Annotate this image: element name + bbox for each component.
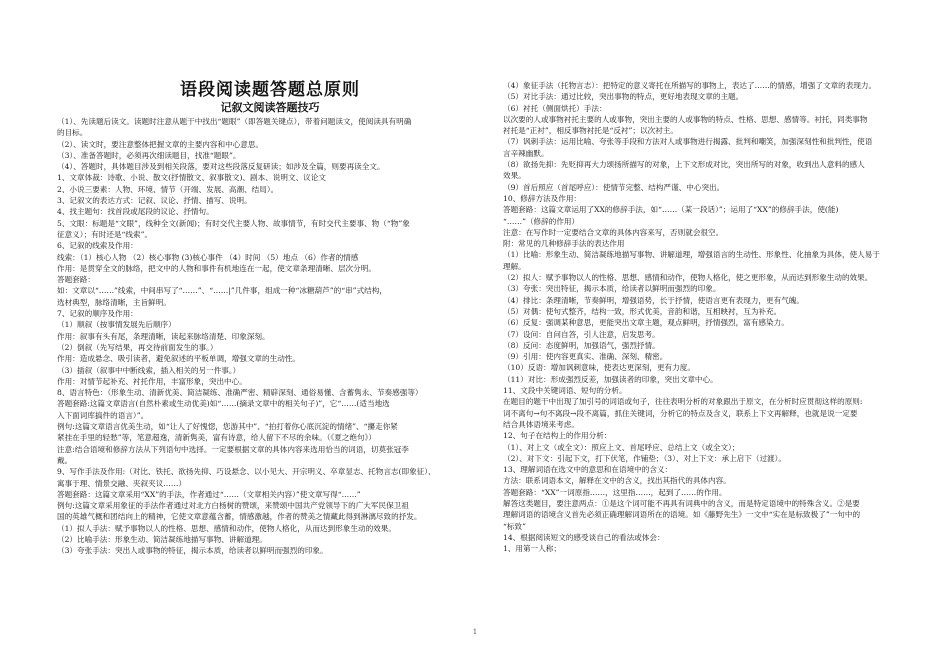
text-line: （3）、准备答题时，必须再次细读题目，找准“题眼”。 bbox=[57, 150, 241, 160]
text-line: （1）比喻：形象生动、简洁凝练地描写事物、讲解道理，增强语言的生动性、形象性、化抽象为具体，使人易于 bbox=[503, 250, 880, 260]
text-line: 选材典型，脉络清晰，主旨鲜明。 bbox=[57, 297, 171, 307]
text-line: 3、记叙文的表达方式：记叙、议论、抒情、描写、说明。 bbox=[57, 196, 252, 206]
text-line: 作用：是贯穿全文的脉络，把文中的人物和事件有机地连在一起，使文章条理清晰、层次分明。 bbox=[57, 263, 376, 273]
text-line: 附：常见的几种修辞手法的表达作用 bbox=[503, 239, 625, 249]
text-line: 方法：联系词语本文，解释在文中的含义，找出其指代的具体内容。 bbox=[503, 476, 731, 486]
text-line: 6、记叙的线索及作用： bbox=[57, 241, 138, 251]
text-line: （7）讽刺手法：运用比喻、夸张等手段和方法对人或事物进行揭露、批判和嘲笑，加强深刻性和批判性，使语 bbox=[503, 137, 873, 147]
page-number: 1 bbox=[472, 628, 478, 636]
text-line: （4）、答题时，具体题目涉及到相关段落，要对这些段落反复研读；如涉及全篇，则要再读全文。 bbox=[57, 162, 385, 172]
text-line: 答题套路：这篇文章运用了XX的修辞手法，如“……（某一段话）”；运用了“XX”的修辞手法，使(能) bbox=[503, 205, 839, 215]
text-line: 12、句子在结构上的作用分析： bbox=[503, 431, 612, 441]
text-line: 9、写作手法及作用:（对比、铁托、欲扬先抑、巧设悬念、以小见大、开宗明义、卒章显志、托物言志(即象征）、 bbox=[57, 467, 436, 477]
text-line: （3）夸张：突出特征，揭示本质，给读者以鲜明而强烈的印象。 bbox=[503, 284, 721, 294]
text-line: （1）、先读题后读文。读题时注意从题干中找出“题眼”（即答题关键点），带着问题读文，使阅读具有明确 bbox=[57, 117, 412, 126]
text-line: 注意:结合语境和修辞方法从下列语句中选择。一定要根据文章的具体内容来选用恰当的词语，切莫张冠李 bbox=[57, 444, 409, 454]
text-line: 答题套路： bbox=[57, 275, 95, 285]
text-line: （5）对比手法：通过比较，突出事物的特点，更好地表现文章的主题。 bbox=[503, 92, 744, 102]
text-line: （9）首后照应（首尾呼应）：使情节完整、结构严谨、中心突出。 bbox=[503, 182, 725, 192]
text-line: （9）引用：使内容更真实、准确、深刻、精密。 bbox=[503, 352, 668, 362]
text-line: （4）象征手法（托物言志）：把特定的意义寄托在所描写的事物上，表达了……的情感，增强了文章的表现力。 bbox=[503, 81, 877, 90]
text-line: 言辛辣幽默。 bbox=[503, 148, 549, 158]
text-line: 13、理解词语在选文中的意思和在语境中的含义： bbox=[503, 465, 673, 475]
text-line: 作用：造成悬念、吸引读者，避免叙述的平板单调，增强文章的生动性。 bbox=[57, 354, 300, 364]
text-line: 8、语言特色：（形象生动、清新优美、简洁凝练、准确严密、精辟深刻、通俗易懂、含蓄隽永、节奏感强等） bbox=[57, 388, 423, 398]
text-line: 理解。 bbox=[503, 261, 526, 271]
text-line: （1）、对上文（或全文）：照应上文、首尾呼应、总结上文（或全文）； bbox=[503, 442, 740, 452]
text-line: （7）设问：自问自答，引人注意，启发思考。 bbox=[503, 329, 660, 339]
text-line: 答题套路：“XX”一词原指……，这里指……，起到了……的作用。 bbox=[503, 487, 727, 497]
text-line: （2）、对下文：引起下文，打下伏笔，作铺垫；（3）、对上下文：承上启下（过渡）。 bbox=[503, 453, 787, 463]
page-subtitle: 记叙文阅读答题技巧 bbox=[220, 101, 320, 114]
text-line: （2）倒叙（先写结果，再交待前面发生的事。） bbox=[57, 342, 218, 352]
text-line: 注意：在写作时一定要结合文章的具体内容来写，否则就会很空。 bbox=[503, 227, 724, 237]
text-line: 紧挂在手里的轻愁”等，笔意超逸，清新隽美，富有诗意，给人留下不尽的余味。（《夏之绝句》） bbox=[57, 433, 377, 443]
text-line: 作用：对情节起补充、衬托作用，丰富形象，突出中心。 bbox=[57, 376, 247, 386]
text-line: 解答这类题目，要注意两点：①是这个词可能不再具有词典中的含义，而是特定语境中的特殊含义。②是要 bbox=[503, 498, 860, 508]
text-line: 作用：叙事有头有尾，条理清晰，读起来脉络清楚、印象深刻。 bbox=[57, 331, 270, 341]
text-line: 在题目的题干中出现了加引号的词语或句子，往往表明分析的对象跟出于原文，在分析时应贯彻这样的原则: bbox=[503, 397, 863, 407]
text-line: 例句:这篇文章语言优美生动，如“让人了好愧惚，您游其中”、“拍打着你心底沉淀的情绪”、“攥走你紧 bbox=[57, 422, 398, 432]
text-line: 答题套路:这篇文章语言(自然朴素或生动优美)如“……(摘录文章中的相关句子)”，它“……(适当地选 bbox=[57, 399, 390, 409]
text-line: 的目标。 bbox=[57, 128, 88, 138]
text-line: 国的英雄气概和团结向上的精神，它使文章意蕴含蓄，情感激越，作者的赞美之情藏此得到淋漓尽致的抒发。 bbox=[57, 512, 422, 522]
text-line: （2）比喻手法：形象生动、简洁凝练地描写事物、讲解道理。 bbox=[57, 534, 267, 544]
text-line: 戴。 bbox=[57, 455, 73, 465]
text-line: 结合具体语境来考虑。 bbox=[503, 419, 579, 429]
right-column bbox=[503, 80, 903, 554]
text-line: 理解词语的语境含义首先必须正确理解词语所在的语境。如《藤野先生》一文中“实在是标致极了”一句中的 bbox=[503, 510, 861, 520]
text-line: （11）对比：形成强烈反差，加强读者的印象，突出文章中心。 bbox=[503, 374, 718, 384]
text-line: （8）反问：态度鲜明，加强语气，强烈抒情。 bbox=[503, 340, 660, 350]
text-line: （10）反语：增加讽刺意味，使表达更深刻，更有力度。 bbox=[503, 363, 695, 373]
text-line: “……”（修辞的作用） bbox=[503, 216, 580, 226]
text-line: 衬托是“正衬”，相反事物衬托是“反衬”；以次衬主。 bbox=[503, 126, 678, 136]
text-line: 1、文章体裁：诗歌、小说、散文(抒情散文、叙事散文)、剧本、说明文、议论文 bbox=[57, 173, 326, 183]
text-line: 11、文段中关键词语、短句的分析。 bbox=[503, 386, 627, 396]
text-line: 如：文章以“……”线索，中间串写了“……”、“……|”几件事，组成一种“冰糖葫芦”的“串”式结构， bbox=[57, 286, 387, 296]
text-line: 征意义）；有时还是“线索”。 bbox=[57, 229, 153, 239]
text-line: 词不离句→句不离段→段不离篇，抓住关键词，分析它的特点及含义，联系上下文再解释，也就是说一定要 bbox=[503, 408, 858, 418]
text-line: （2）拟人：赋予事物以人的性格、思想、感情和动作，使物人格化，使之更形象，从而达到形象生动的效果。 bbox=[503, 273, 873, 283]
text-line: （3）夸张手法：突出人或事物的特征，揭示本质，给读者以鲜明而强烈的印象。 bbox=[57, 546, 328, 556]
text-line: （1）顺叙（按事情发展先后顺序） bbox=[57, 320, 176, 330]
text-line: （6）衬托（侧面烘托）手法： bbox=[503, 103, 607, 113]
text-line: （6）反复：强调某种意思，更能突出文章主题，观点鲜明，抒情强烈，富有感染力。 bbox=[503, 318, 789, 328]
text-line: （8）欲扬先抑：先贬抑再大力颂扬所描写的对象，上下文形成对比，突出所写的对象，收到出人意料的感人 bbox=[503, 160, 865, 170]
text-line: “标致” bbox=[503, 521, 526, 531]
text-line: （1）拟人手法：赋予事物以人的性格、思想、感情和动作，使物人格化，从而达到形象生动的效果。 bbox=[57, 523, 396, 533]
page-title: 语段阅读题答题总原则 bbox=[180, 80, 360, 100]
text-line: 以次要的人或事物衬托主要的人或事物，突出主要的人或事物的特点、性格、思想、感情等。衬托，同类事物 bbox=[503, 114, 868, 124]
text-line: 例句:这篇文章采用象征的手法作者通过对北方白杨树的赞颂，来赞颂中国共产党领导下的广大军民保卫祖 bbox=[57, 501, 409, 511]
text-line: （3）插叙（叙事中中断线索，插入相关的另一件事。） bbox=[57, 365, 241, 375]
text-line: （4）排比：条理清晰，节奏鲜明，增强语势，长于抒情，使语言更有表现力，更有气魄。 bbox=[503, 295, 804, 305]
text-line: （5）对偶：使句式整齐，结构一致，形式优美，音韵和谐，互相映衬，互为补充。 bbox=[503, 306, 782, 316]
text-line: 7、记叙的顺序及作用： bbox=[57, 309, 138, 319]
text-line: （2）、读文时，要注意整体把握文章的主要内容和中心意思。 bbox=[57, 139, 264, 149]
text-line: 10、修辞方法及作用： bbox=[503, 193, 582, 203]
text-line: 1、用第一人称； bbox=[503, 544, 561, 554]
text-line: 线索：（1）核心人物 （2）核心事物 (3)核心事件 （4）时间 （5）地点 （6）作者的情感 bbox=[57, 252, 359, 262]
text-line: 寓事于理、情景交融、夹叙夹议……） bbox=[57, 478, 187, 488]
text-line: 答题套路：这篇文章采用“XX”的手法，作者通过“……（文章相关内容）”使文章写得“……” bbox=[57, 489, 361, 499]
text-line: 14、根据阅读短文的感受谈自己的看法或体会： bbox=[503, 532, 665, 542]
text-line: 2、小说三要素：人物、环境、情节（开端、发展、高潮、结局）。 bbox=[57, 184, 279, 194]
text-line: 4、找主题句：找首段或尾段的议论、抒情句。 bbox=[57, 207, 214, 217]
text-line: 效果。 bbox=[503, 171, 526, 181]
text-line: 5、文眼：标题是“文眼”，线种全文(新闻)；有时交代主要人物、故事情节，有时交代主要事、物（“物”象 bbox=[57, 218, 410, 228]
text-line: 入下面词库搞件的语言）”。 bbox=[57, 410, 149, 420]
left-column bbox=[57, 116, 462, 557]
